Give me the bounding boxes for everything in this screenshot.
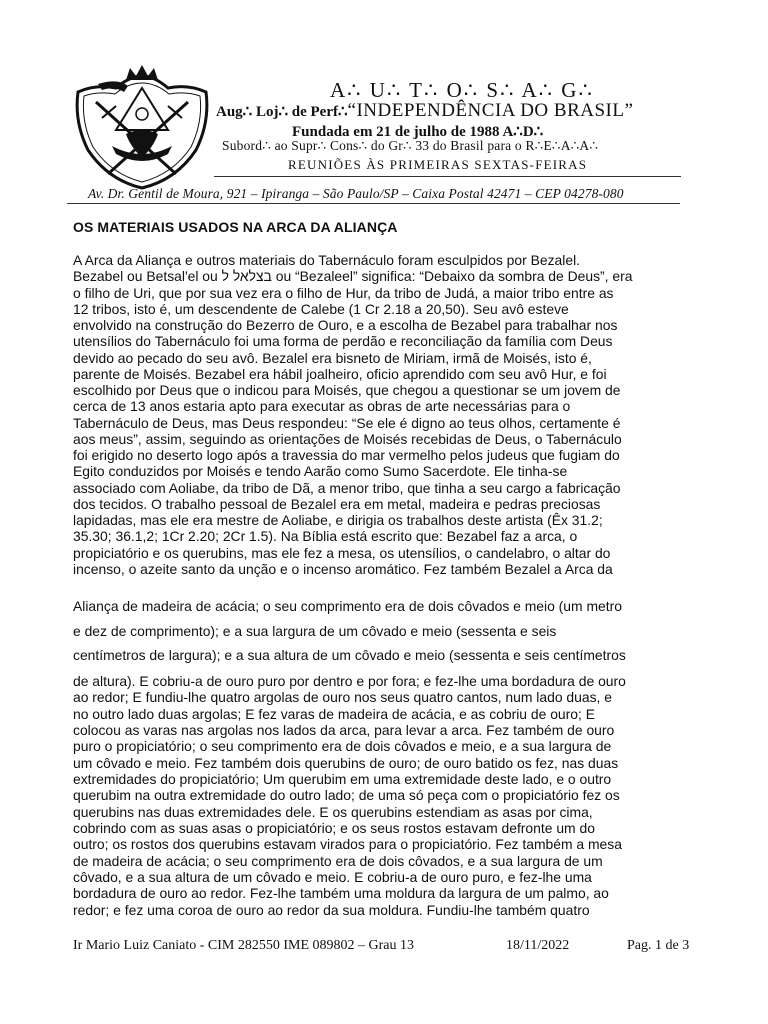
footer-date: 18/11/2022 <box>506 938 570 953</box>
text-line: associado com Aoliabe, da tribo de Dã, a menor tribo, que tinha a seu cargo a fabricação <box>73 479 621 496</box>
header-founded: Fundada em 21 de julho de 1988 A∴D∴ <box>292 124 544 140</box>
text-line: A Arca da Aliança e outros materiais do Tabernáculo foram esculpidos por Bezalel. <box>73 252 581 268</box>
footer-author: Ir Mario Luiz Caniato - CIM 282550 IME 089802 – Grau 13 <box>73 938 414 953</box>
text-line: Egito conduzidos por Moisés e tendo Aarão como Sumo Sacerdote. Ele tinha-se <box>73 463 568 480</box>
text-line: colocou as varas nas argolas nos lados da arca, para levar a arca. Fez também de ouro <box>73 722 615 739</box>
text-line: dos tecidos. O trabalho pessoal de Bezalel era em metal, madeira e pedras preciosas <box>73 495 601 512</box>
text-line: e dez de comprimento); e a sua largura de um côvado e meio (sessenta e seis <box>73 622 557 639</box>
header-divider-bottom <box>67 203 680 204</box>
text-line: de altura). E cobriu-a de ouro puro por dentro e por fora; e fez-lhe uma bordadura de ouro <box>73 673 626 689</box>
text-line: querubim na outra extremidade do outro lado; de uma só peça com o propiciatório fez os <box>73 787 620 804</box>
paragraph-2 <box>73 594 701 668</box>
text-line: devido ao pecado do seu avô. Bezalel era bisneto de Miriam, irmã de Moisés, isto é, <box>73 349 592 366</box>
text-line: extremidades do propiciatório; Um querubim em uma extremidade deste lado, e o outro <box>73 771 612 788</box>
text-line: propiciatório e os querubins, mas ele fez a mesa, os utensílios, o candelabro, o altar do <box>73 544 611 561</box>
masonic-seal-icon <box>68 62 216 190</box>
document-title: OS MATERIAIS USADOS NA ARCA DA ALIANÇA <box>73 219 398 235</box>
text-line: Tabernáculo de Deus, mas Deus respondeu: “Se ele é digno ao teus olhos, certamente é <box>73 414 621 431</box>
text-line: ao redor; E fundiu-lhe quatro argolas de ouro nos seus quatro cantos, num lado duas, e <box>73 689 612 706</box>
text-line: querubins nas duas extremidades dele. E os querubins estendiam as asas por cima, <box>73 803 593 820</box>
text-line: foi erigido no deserto logo após a travessia do mar vermelho pelos judeus que fugiam do <box>73 447 620 463</box>
text-line: o filho de Uri, que por sua vez era o filho de Hur, da tribo de Judá, a maior tribo entre as <box>73 284 614 301</box>
text-line: bordadura de ouro ao redor. Fez-lhe também uma moldura da largura de um palmo, ao <box>73 885 609 902</box>
text-line: aos meus”, assim, seguindo as orientações de Moisés recebidas de Deus, o Tabernáculo <box>73 430 622 447</box>
header-address: Av. Dr. Gentil de Moura, 921 – Ipiranga – São Paulo/SP – Caixa Postal 42471 – CEP 04278-080 <box>88 186 624 201</box>
header-subordination: Subord∴ ao Supr∴ Cons∴ do Gr∴ 33 do Brasil para o R∴E∴A∴A∴ <box>222 138 599 153</box>
text-line: 35.30; 36.1,2; 1Cr 2.20; 2Cr 1.5). Na Bíblia está escrito que: Bezabel faz a arca, o <box>73 528 578 545</box>
header-meetings: REUNIÕES ÀS PRIMEIRAS SEXTAS-FEIRAS <box>288 157 588 172</box>
text-line: puro o propiciatório; o seu comprimento era de dois côvados e meio, e a sua largura de <box>73 738 612 755</box>
text-line: um côvado e meio. Fez também dois querubins de ouro; de ouro batido os fez, nas duas <box>73 754 619 771</box>
text-line: parente de Moisés. Bezabel era hábil joalheiro, oficio aprendido com seu avô Hur, e foi <box>73 365 607 382</box>
text-line: no outro lado duas argolas; E fez varas de madeira de acácia, e as cobriu de ouro; E <box>73 705 595 722</box>
lodge-name: “INDEPENDÊNCIA DO BRASIL” <box>347 100 634 121</box>
header-acronym: A∴ U∴ T∴ O∴ S∴ A∴ G∴ <box>330 78 594 102</box>
text-line: de madeira de acácia; o seu comprimento era de dois côvados, e a sua largura de um <box>73 852 603 869</box>
header-lodge <box>216 100 633 122</box>
footer-page-number: Pag. 1 de 3 <box>627 938 690 953</box>
text-line: cobrindo com as suas asas o propiciatório; e os seus rostos estavam defronte um do <box>73 820 595 837</box>
header-divider <box>214 176 681 177</box>
text-line: centímetros de largura); e a sua altura de um côvado e meio (sessenta e seis centímetros <box>73 647 626 663</box>
text-line: envolvido na construção do Bezerro de Ouro, e a escolha de Bezabel para trabalhar nos <box>73 317 618 333</box>
text-line: incenso, o azeite santo da unção e o incenso aromático. Fez também Bezalel a Arca da <box>73 560 613 577</box>
text-line: côvado, e a sua altura de um côvado e meio. E cobriu-a de ouro puro, e fez-lhe uma <box>73 869 592 886</box>
text-line: outro; os rostos dos querubins estavam virados para o propiciatório. Fez também a mesa <box>73 836 622 853</box>
text-line: Bezabel ou Betsal'el ou בצלאל ל ou “Bezaleel” significa: “Debaixo da sombra de Deus”, era <box>73 268 633 285</box>
text-line: 12 tribos, isto é, um descendente de Calebe (1 Cr 2.18 a 20,50). Seu avô esteve <box>73 300 569 317</box>
paragraph-3 <box>73 673 701 918</box>
text-line: redor; e fez uma coroa de ouro ao redor da sua moldura. Fundiu-lhe também quatro <box>73 901 590 918</box>
text-line: Aliança de madeira de acácia; o seu comprimento era de dois côvados e meio (um metro <box>73 598 622 614</box>
text-line: utensílios do Tabernáculo foi uma forma de perdão e reconciliação da família com Deus <box>73 333 613 350</box>
text-line: lapidadas, mas ele era mestre de Aoliabe, e dirigia os trabalhos deste artista (Êx 31.2; <box>73 512 603 528</box>
text-line: cerca de 13 anos estaria apto para executar as obras de arte necessárias para o <box>73 398 571 415</box>
paragraph-1 <box>73 252 701 577</box>
text-line: escolhido por Deus que o indicou para Moisés, que chegou a questionar se um jovem de <box>73 382 621 398</box>
lodge-prefix: Aug∴ Loj∴ de Perf∴ <box>216 104 348 120</box>
